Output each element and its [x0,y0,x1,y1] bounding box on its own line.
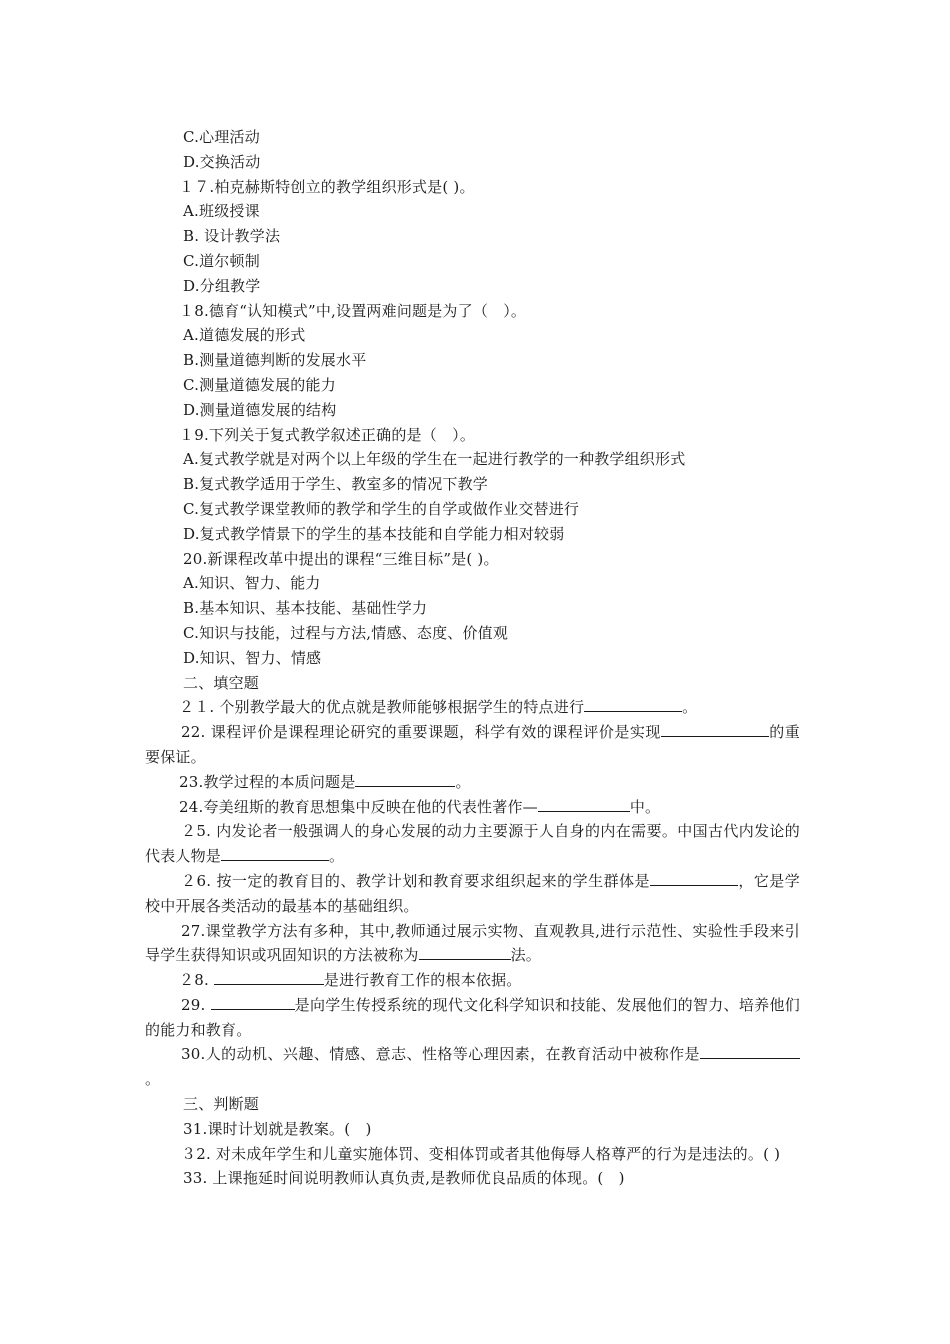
option-b-q20: B.基本知识、基本技能、基础性学力 [183,599,428,618]
question-18: １8.德育“认知模式”中,设置两难问题是为了（ ）。 [179,301,527,320]
option-b-q17: B. 设计教学法 [183,227,281,246]
question-27 [145,919,800,969]
answer-blank-29 [211,995,295,1010]
section-heading-true-false: 三、判断题 [183,1095,260,1114]
answer-blank-24 [538,797,630,812]
question-25-end: 。 [329,847,345,866]
answer-blank-30 [700,1044,800,1059]
question-32: ３2. 对未成年学生和儿童实施体罚、变相体罚或者其他侮辱人格尊严的行为是违法的。( ) [181,1144,781,1163]
question-24-end: 中。 [629,797,661,816]
question-28-text: ２8. [179,971,214,990]
question-27-text: 27.课堂教学方法有多种，其中,教师通过展示实物、直观教具,进行示范性、实验性手段来引导学生获得知识或巩固知识的方法被称为 [145,921,800,965]
option-a-q17: A.班级授课 [183,202,260,221]
section-heading-fill-blank: 二、填空题 [183,673,260,692]
question-26-end: ，它是学校中开展各类活动的最基本的基础组织。 [145,871,800,915]
option-c-q20: C.知识与技能，过程与方法,情感、态度、价值观 [183,623,509,642]
question-20: 20.新课程改革中提出的课程“三维目标”是( )。 [183,549,499,568]
question-28 [145,968,800,993]
answer-blank-23 [355,772,455,787]
question-33: 33. 上课拖延时间说明教师认真负责,是教师优良品质的体现。( ) [183,1169,625,1188]
question-29-text: 29. [181,995,211,1014]
question-23 [145,770,800,795]
question-19: １9.下列关于复式教学叙述正确的是（ ）。 [179,425,476,444]
question-30-text: 30.人的动机、兴趣、情感、意志、性格等心理因素，在教育活动中被称作是 [181,1045,700,1064]
question-24 [145,795,800,820]
option-c-q19: C.复式教学课堂教师的教学和学生的自学或做作业交替进行 [183,499,580,518]
question-25 [145,819,800,869]
question-26-text: ２6. 按一定的教育目的、教学计划和教育要求组织起来的学生群体是 [181,871,651,890]
option-b-q18: B.测量道德判断的发展水平 [183,351,367,370]
option-a-q19: A.复式教学就是对两个以上年级的学生在一起进行教学的一种教学组织形式 [183,450,686,469]
question-22 [145,720,800,770]
answer-blank-26 [650,871,738,886]
document-body [145,125,800,1191]
option-c-q16: C.心理活动 [183,128,260,146]
option-d-q19: D.复式教学情景下的学生的基本技能和自学能力相对较弱 [183,524,565,543]
question-21 [145,695,800,720]
option-d-q17: D.分组教学 [183,276,261,295]
question-17: １７.柏克赫斯特创立的教学组织形式是( )。 [179,177,475,196]
answer-blank-22 [661,722,769,737]
question-25-text: ２5. 内发论者一般强调人的身心发展的动力主要源于人自身的内在需要。中国古代内发论的代表人物是 [145,822,800,866]
option-b-q19: B.复式教学适用于学生、教室多的情况下教学 [183,475,488,494]
question-24-text: 24.夸美纽斯的教育思想集中反映在他的代表性著作— [179,797,538,816]
question-21-text: ２１. 个别教学最大的优点就是教师能够根据学生的特点进行 [179,698,585,717]
question-30-end: 。 [145,1070,161,1089]
option-a-q18: A.道德发展的形式 [183,326,306,345]
question-23-end: 。 [455,772,471,791]
answer-blank-25 [221,846,329,861]
question-28-end: 是进行教育工作的根本依据。 [323,971,522,990]
question-31: 31.课时计划就是教案。( ) [183,1119,372,1138]
question-27-end: 法。 [510,946,542,965]
question-29 [145,993,800,1043]
answer-blank-21 [584,697,682,712]
answer-blank-27 [419,945,511,960]
question-29-end: 是向学生传授系统的现代文化科学知识和技能、发展他们的智力、培养他们的能力和教育。 [145,995,800,1039]
answer-blank-28 [214,970,324,985]
option-d-q20: D.知识、智力、情感 [183,648,322,667]
question-22-text: 22. 课程评价是课程理论研究的重要课题，科学有效的课程评价是实现 [181,723,661,742]
question-21-end: 。 [682,698,698,717]
question-26 [145,869,800,919]
question-30 [145,1042,800,1092]
option-c-q17: C.道尔顿制 [183,251,260,270]
question-23-text: 23.教学过程的本质问题是 [179,772,356,791]
option-c-q18: C.测量道德发展的能力 [183,375,336,394]
option-d-q18: D.测量道德发展的结构 [183,400,337,419]
option-d-q16: D.交换活动 [183,152,261,171]
question-22-end: 的重要保证。 [145,723,801,766]
option-a-q20: A.知识、智力、能力 [183,574,321,593]
